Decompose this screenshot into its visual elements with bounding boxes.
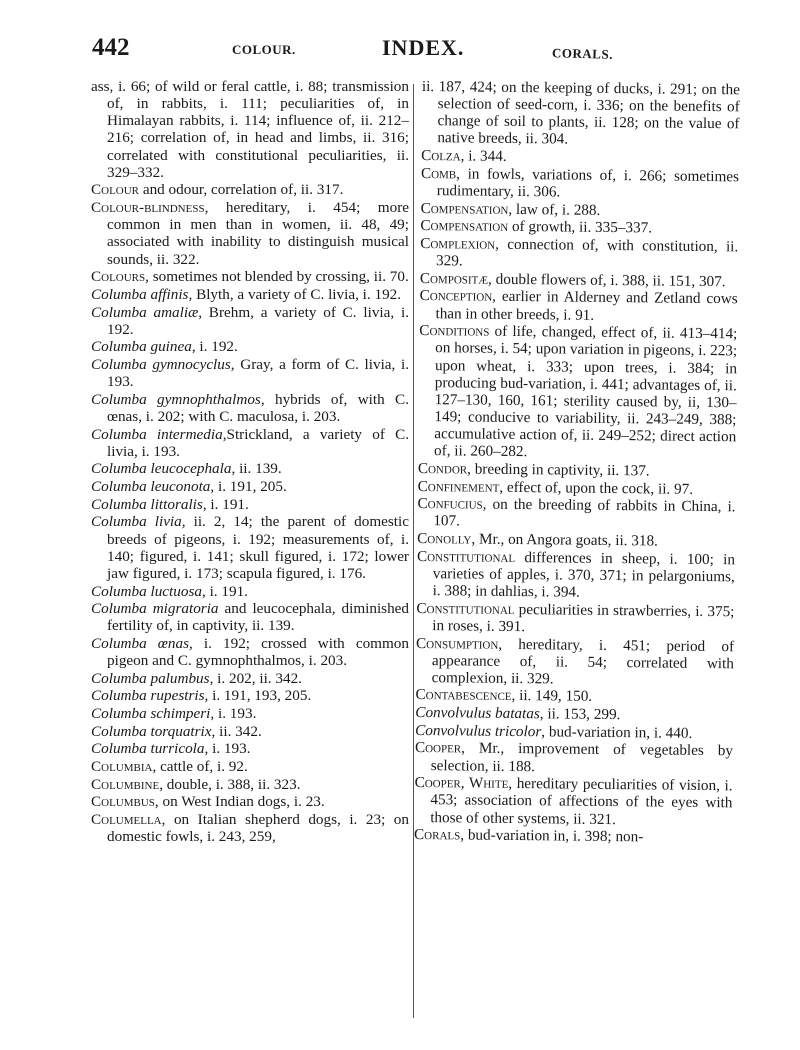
index-entry: [417, 548, 736, 603]
entry-text: , in fowls, variations of, i. 266; sometimes rudimentary, ii. 306.: [436, 165, 740, 201]
entry-text: , Mr., improvement of vegetables by selection, ii. 188.: [430, 739, 734, 775]
entry-text: of growth, ii. 335–337.: [508, 218, 653, 237]
entry-text: , effect of, upon the cock, ii. 97.: [499, 478, 694, 498]
entry-heading: Conditions: [419, 322, 490, 340]
index-entry: [415, 739, 733, 777]
entry-heading: Cooper: [414, 739, 462, 757]
entry-text: , i. 344.: [460, 147, 507, 166]
index-entry: [418, 322, 737, 463]
entry-text: , breeding in captivity, ii. 137.: [467, 460, 650, 480]
entry-text: , connection of, with constitution, ii. 329.: [435, 235, 739, 270]
entry-text: , ii. 149, 150.: [511, 687, 593, 706]
entry-text: , i. 192.: [191, 338, 238, 356]
entry-text: , i. 191.: [202, 495, 249, 513]
entry-heading: Compensation: [420, 199, 509, 218]
entry-text: , i. 191.: [201, 582, 248, 600]
entry-heading: Columbia: [91, 758, 153, 776]
entry-heading: Constitutional: [416, 547, 516, 566]
entry-heading: Columba littoralis: [91, 495, 203, 513]
index-entry: [416, 634, 735, 689]
entry-text: , i. 192; crossed with common pigeon and C. gymnophthalmos, i. 203.: [107, 635, 409, 670]
entry-text: , i. 193.: [210, 705, 257, 723]
index-entry: [91, 723, 409, 740]
entry-text: , ii. 153, 299.: [539, 705, 621, 724]
index-entry: [91, 600, 409, 634]
entry-heading: Columella: [91, 811, 162, 829]
entry-heading: Columba leucocephala: [91, 460, 232, 478]
page-number: 442: [92, 34, 130, 61]
entry-heading: Contabescence: [415, 686, 512, 705]
entry-text: peculiarities in strawberries, i. 375; in roses, i. 391.: [432, 600, 735, 635]
entry-heading: Convolvulus batatas: [415, 704, 540, 723]
index-entry: [91, 460, 409, 477]
entry-heading: Colza: [421, 147, 461, 165]
entry-text: , hybrids of, with C. œnas, i. 202; with C. maculosa, i. 203.: [107, 390, 409, 425]
entry-text: , earlier in Alderney and Zetland cows than in other breeds, i. 91.: [435, 288, 738, 324]
entry-heading: Columba palumbus: [91, 669, 210, 687]
entry-heading: Columba gymnocyclus: [91, 356, 231, 373]
index-entry: [91, 78, 409, 181]
entry-heading: Convolvulus tricolor: [415, 721, 542, 741]
entry-text: , on Italian shepherd dogs, i. 23; on domestic fowls, i. 243, 259,: [107, 811, 409, 846]
entry-heading: Columba schimperi: [91, 705, 211, 723]
entry-heading: Confinement: [417, 477, 500, 496]
entry-heading: Consumption: [415, 634, 499, 653]
entry-text: , sometimes not blended by crossing, ii. 70.: [145, 268, 409, 286]
entry-text: , ii. 2, 14; the parent of domestic breeds of pigeons, i. 192; measurements of, i. 140; figured, i. 141; skull figured, i. 172; lower jaw figured, i. 173; scapula figured, i. 176.: [107, 513, 409, 582]
entry-heading: Constitutional: [416, 599, 515, 618]
entry-heading: Columba intermedia: [91, 425, 223, 443]
entry-heading: Columba livia: [91, 513, 182, 531]
entry-heading: Columba amaliæ: [91, 303, 199, 321]
right-running-word: CORALS.: [551, 45, 614, 62]
entry-heading: Conolly: [417, 530, 472, 548]
index-entry: [91, 391, 409, 425]
index-entry: [91, 496, 409, 513]
entry-text: , double, i. 388, ii. 323.: [159, 775, 301, 793]
entry-heading: Columbus: [91, 793, 155, 811]
entry-heading: Colour: [91, 181, 140, 199]
entry-text: ass, i. 66; of wild or feral cattle, i. 88; transmission of, in rabbits, i. 111; peculiarities of, in Himalayan rabbits, i. 114; influence of, ii. 212–216; correlation of, in head and limbs, ii. 316; correlated with constitutional peculiarities, ii. 329–332.: [91, 78, 409, 181]
index-entry: [91, 513, 409, 582]
entry-text: , cattle of, i. 92.: [152, 758, 248, 776]
index-entry: [414, 826, 732, 846]
entry-text: , Blyth, a variety of C. livia, i. 192.: [188, 285, 402, 303]
index-entry: [91, 793, 409, 810]
entry-heading: Columba affinis: [91, 285, 189, 303]
entry-heading: Columba luctuosa: [91, 582, 202, 600]
entry-text: , ii. 139.: [231, 460, 282, 478]
index-entry: [91, 583, 409, 600]
index-entry: [91, 670, 409, 687]
page-title: INDEX.: [382, 35, 465, 60]
entry-text: ii. 187, 424; on the keeping of ducks, i. 291; on the selection of seed-corn, i. 336; on the benefits of change of soil to plants, ii. 128; on the value of native breeds, ii. 304.: [421, 78, 740, 149]
index-entry: [91, 181, 409, 198]
entry-heading: Condor: [417, 459, 468, 478]
entry-heading: Colours: [91, 268, 146, 286]
entry-heading: Columba gymnophthalmos: [91, 390, 261, 408]
entry-text: , on West Indian dogs, i. 23.: [154, 793, 325, 811]
entry-heading: Cooper, White: [414, 774, 509, 793]
index-entry: [91, 426, 409, 460]
index-entry: [91, 811, 409, 845]
entry-text: , hereditary, i. 451; period of appearance of, ii. 54; correlated with complexion, ii. 329.: [431, 635, 735, 688]
entry-text: , hereditary, i. 454; more common in men than in women, ii. 48, 49; associated with inability to distinguish musical sounds, ii. 322.: [107, 199, 409, 268]
index-entry: [420, 235, 738, 273]
entry-text: , i. 191, 205.: [210, 478, 287, 496]
entry-heading: Columba œnas: [91, 635, 190, 652]
entry-text: of life, changed, effect of, ii. 413–414; on horses, i. 54; upon variation in pigeons, i. 223; upon wheat, i. 333; upon trees, i. 384; in producing bud-variation, i. 441; advantages of, ii. 127–130, 160, 161; sterility caused by, ii, 130–149; conducive to variability, ii. 243–249, 388; accumulative action of, ii. 249–252; direct action of, ii. 260–282.: [434, 322, 738, 461]
entry-heading: Conception: [419, 287, 493, 306]
entry-heading: Columbine: [91, 775, 160, 793]
index-entry: [91, 687, 409, 704]
entry-heading: Complexion: [420, 234, 496, 253]
index-entry: [414, 774, 733, 829]
index-entry: [421, 165, 739, 203]
entry-text: , Mr., on Angora goats, ii. 318.: [471, 530, 658, 550]
entry-text: , hereditary peculiarities of vision, i. 453; association of affections of the eyes with those of other systems, ii. 321.: [430, 775, 733, 828]
index-entry: [91, 356, 409, 390]
entry-text: , law of, i. 288.: [508, 200, 601, 219]
entry-heading: Comb: [420, 164, 457, 183]
running-header: [0, 34, 800, 70]
index-entry: [91, 705, 409, 722]
entry-heading: Columba leuconota: [91, 478, 211, 496]
entry-text: , on the breeding of rabbits in China, i. 107.: [433, 495, 736, 530]
index-entry: [416, 600, 734, 638]
right-column: [414, 78, 740, 847]
index-entry: [91, 304, 409, 338]
index-entry: [91, 268, 409, 285]
entry-text: , bud-variation in, i. 440.: [541, 723, 693, 742]
entry-text: , i. 202, ii. 342.: [209, 669, 302, 687]
index-entry: [91, 478, 409, 495]
entry-text: , Gray, a form of C. livia, i. 193.: [107, 356, 409, 391]
entry-text: ,Strickland, a variety of C. livia, i. 193.: [107, 425, 409, 460]
index-entry: [417, 495, 735, 533]
entry-text: , ii. 342.: [211, 722, 262, 740]
entry-text: , bud-variation in, i. 398; non-: [460, 826, 644, 846]
entry-heading: Columba rupestris: [91, 687, 205, 705]
entry-heading: Confucius: [417, 495, 483, 513]
index-entry: [91, 758, 409, 775]
index-entry: [91, 338, 409, 355]
entry-text: , Brehm, a variety of C. livia, i. 192.: [107, 303, 409, 338]
index-entry: [419, 287, 737, 325]
entry-heading: Colour-blindness: [91, 199, 205, 217]
column-divider: [413, 84, 414, 1018]
entry-text: , i. 193.: [204, 740, 251, 758]
left-running-word: COLOUR.: [232, 42, 296, 57]
entry-heading: Compensation: [420, 217, 509, 236]
entry-text: , double flowers of, i. 388, ii. 151, 307.: [488, 270, 726, 290]
entry-text: , i. 191, 193, 205.: [204, 687, 312, 705]
index-entry: [91, 286, 409, 303]
left-column: [91, 78, 409, 846]
entry-heading: Compositæ: [419, 269, 489, 288]
index-entry: [91, 776, 409, 793]
entry-text: differences in sheep, i. 100; in varieties of apples, i. 370, 371; in pelargoniums, i. 388; in dahlias, i. 394.: [432, 548, 736, 601]
entry-text: and odour, correlation of, ii. 317.: [139, 181, 344, 199]
index-entry: [421, 78, 740, 150]
index-entry: [91, 199, 409, 268]
entry-heading: Corals: [413, 826, 461, 844]
entry-heading: Columba turricola: [91, 740, 205, 758]
entry-heading: Columba torquatrix: [91, 722, 212, 740]
entry-text: and leucocephala, diminished fertility of, in captivity, ii. 139.: [107, 600, 409, 635]
index-entry: [91, 740, 409, 757]
index-entry: [91, 635, 409, 669]
entry-heading: Columba guinea: [91, 338, 192, 356]
entry-heading: Columba migratoria: [91, 600, 219, 618]
